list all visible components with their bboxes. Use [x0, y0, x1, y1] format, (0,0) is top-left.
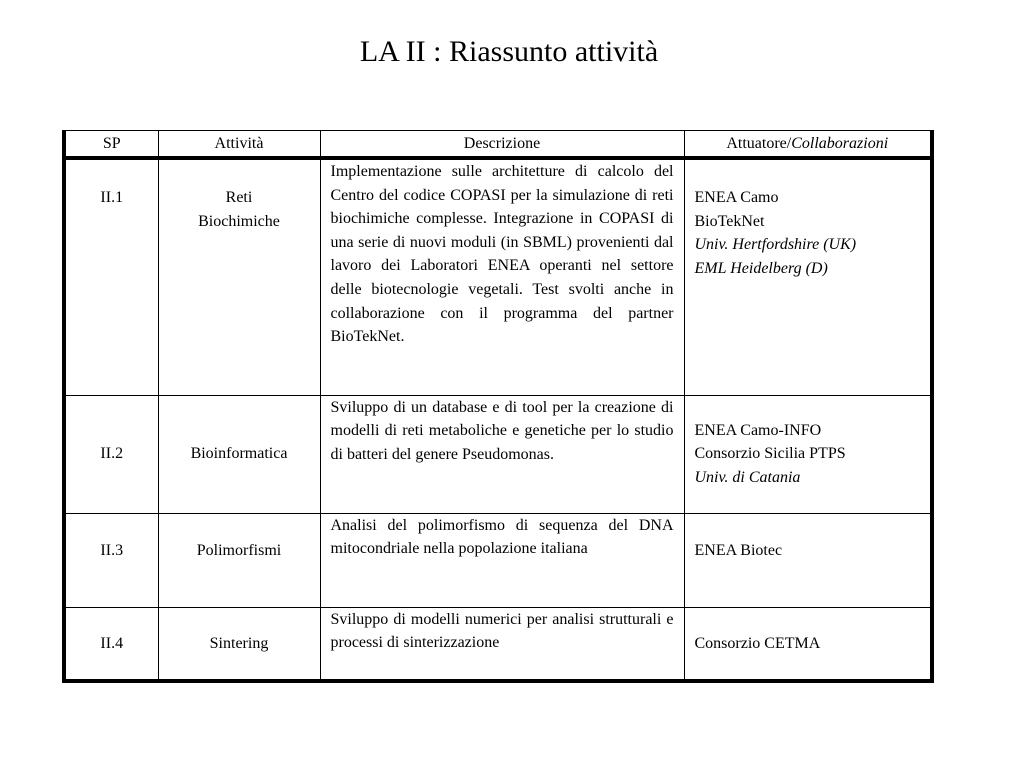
- actor-entry: ENEA Biotec: [694, 541, 783, 559]
- cell-sp: [64, 158, 158, 395]
- cell-description: Analisi del polimorfismo di sequenza del DNA mitocondriale nella popolazione italiana: [320, 513, 684, 607]
- sp-code: II.3: [100, 541, 124, 559]
- cell-actors: [684, 513, 932, 607]
- activity-summary-table: [62, 130, 934, 683]
- table-row: [64, 607, 932, 681]
- cell-description: Implementazione sulle architetture di calcolo del Centro del codice COPASI per la simulazione di reti biochimiche complesse. Integrazione in COPASI di una serie di nuovi moduli (in SBML) provenienti dal lavoro dei Laboratori ENEA operanti nel settore delle biotecnologie vegetali. Test svolti anche in collaborazione con il programma del partner BioTekNet.: [320, 158, 684, 395]
- actor-entry: Consorzio CETMA: [694, 634, 821, 652]
- header-actor-main: Attuatore/: [726, 134, 792, 152]
- actor-entry: EML Heidelberg (D): [694, 259, 828, 277]
- sp-code: II.4: [100, 634, 124, 652]
- page-title: LA II : Riassunto attività: [359, 35, 659, 68]
- cell-actors: [684, 395, 932, 513]
- cell-description: Sviluppo di un database e di tool per la creazione di modelli di reti metaboliche e genetiche per lo studio di batteri del genere Pseudomonas.: [320, 395, 684, 513]
- sp-code: II.2: [100, 444, 124, 462]
- header-activity: Attività: [158, 131, 320, 159]
- actor-entry: ENEA Camo: [694, 189, 779, 206]
- cell-sp: [64, 395, 158, 513]
- header-actor: [684, 131, 932, 159]
- header-actor-italic: Collaborazioni: [791, 134, 889, 152]
- actor-entry: ENEA Camo-INFO: [694, 421, 822, 439]
- actor-entry: Consorzio Sicilia PTPS: [694, 445, 846, 463]
- header-sp: SP: [64, 131, 158, 159]
- activity-label: Reti: [225, 189, 253, 206]
- table-row: [64, 158, 932, 395]
- cell-activity: [158, 158, 320, 395]
- actor-entry: BioTekNet: [694, 212, 765, 230]
- table-row: [64, 513, 932, 607]
- cell-actors: [684, 607, 932, 681]
- activity-label: Bioinformatica: [190, 444, 288, 462]
- table-row: [64, 395, 932, 513]
- cell-activity: [158, 513, 320, 607]
- activity-label: Biochimiche: [198, 212, 280, 230]
- activity-label: Sintering: [209, 634, 269, 652]
- sp-code: II.1: [100, 189, 124, 206]
- cell-sp: [64, 607, 158, 681]
- table-header-row: [64, 131, 932, 159]
- actor-entry: Univ. di Catania: [694, 468, 801, 486]
- cell-activity: [158, 607, 320, 681]
- header-description: Descrizione: [320, 131, 684, 159]
- cell-description: Sviluppo di modelli numerici per analisi strutturali e processi di sinterizzazione: [320, 607, 684, 681]
- activity-label: Polimorfismi: [196, 541, 282, 559]
- actor-entry: Univ. Hertfordshire (UK): [694, 236, 857, 254]
- cell-sp: [64, 513, 158, 607]
- cell-actors: [684, 158, 932, 395]
- cell-activity: [158, 395, 320, 513]
